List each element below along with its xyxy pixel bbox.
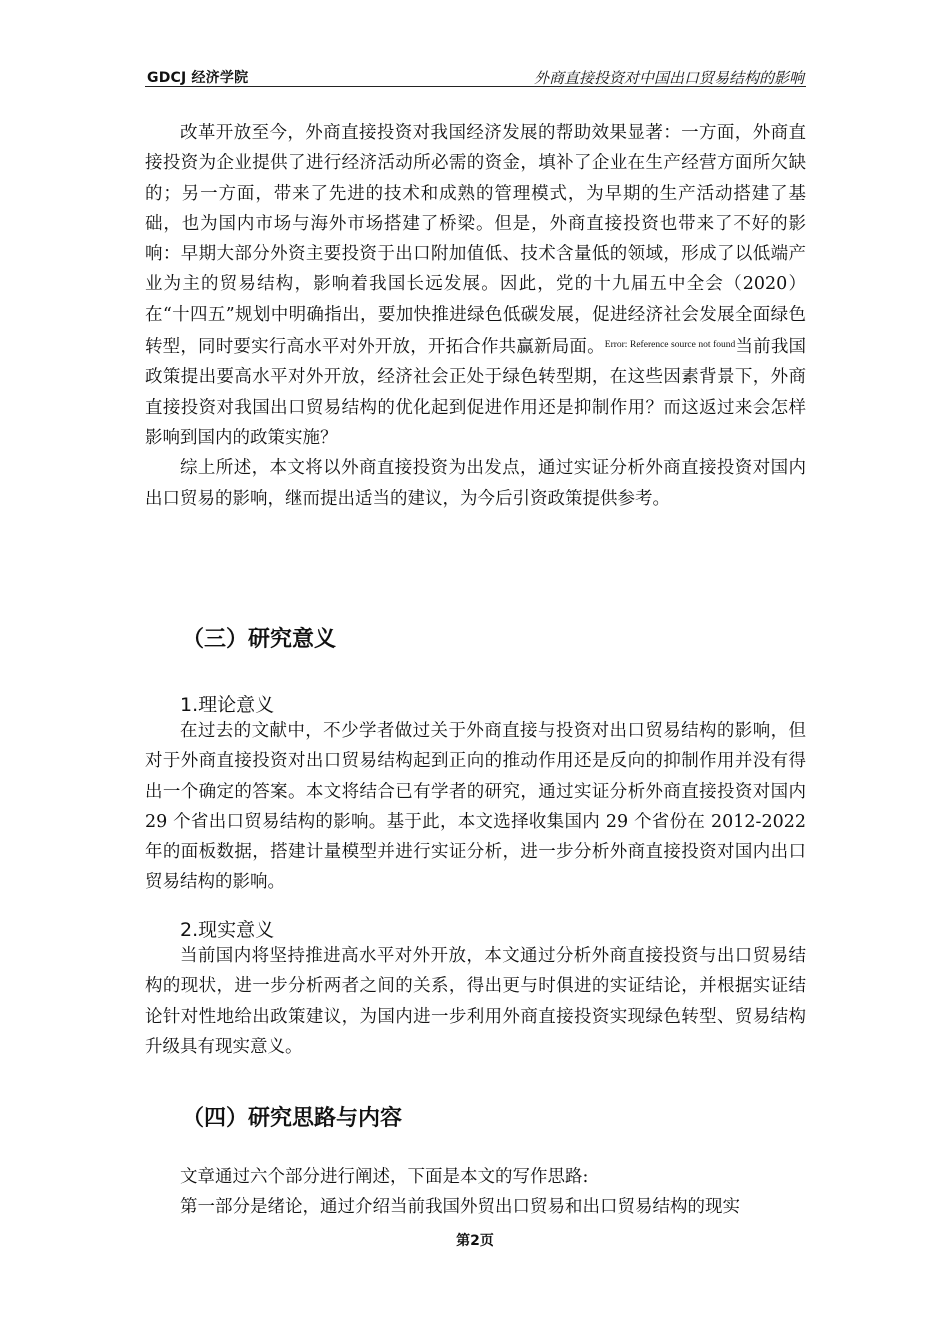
- section-4-paragraph-1: 文章通过六个部分进行阐述，下面是本文的写作思路:: [180, 1167, 589, 1187]
- theory-paragraph: [145, 716, 806, 898]
- reference-error: Error: Reference source not found: [604, 340, 736, 351]
- background-paragraph-2: 综上所述，本文将以外商直接投资为出发点，通过实证分析外商直接投资对国内出口贸易的影响，继而提出适当的建议，为今后引资政策提供参考。: [145, 458, 806, 509]
- section-3-heading: （三）研究意义: [182, 627, 337, 652]
- subsection-practice-heading: 2.现实意义: [180, 919, 275, 941]
- section-4-heading: （四）研究思路与内容: [182, 1106, 403, 1131]
- background-paragraph-1: [145, 118, 806, 453]
- background-section: [145, 118, 806, 514]
- paragraph-text: 在过去的文献中，不少学者做过关于外商直接与投资对出口贸易结构的影响，但对于外商直接投资对出口贸易结构起到正向的推动作用还是反向的抑制作用并没有得出一个确定的答案。本文将结合已有学者的研究，通过实证分析外商直接投资对国内 29 个省出口贸易结构的影响。基于此，本文选择收集国内 29 个省份在 2012-2022 年的面板数据，搭建计量模型并进行实证分析，进一步分析外商直接投资对国内出口贸易结构的影响。: [145, 721, 806, 893]
- section-4-body: [145, 1162, 806, 1223]
- paragraph-text: 当前我国政策提出要高水平对外开放，经济社会正处于绿色转型期，在这些因素背景下，外商直接投资对我国出口贸易结构的优化起到促进作用还是抑制作用？而这返过来会怎样影响到国内的政策实施？: [145, 337, 807, 448]
- header-institution: GDCJ 经济学院: [147, 70, 249, 86]
- paragraph-text: 当前国内将坚持推进高水平对外开放，本文通过分析外商直接投资与出口贸易结构的现状，进一步分析两者之间的关系，得出更与时俱进的实证结论，并根据实证结论针对性地给出政策建议，为国内进一步利用外商直接投资实现绿色转型、贸易结构升级具有现实意义。: [145, 946, 806, 1057]
- page-number: 第2页: [456, 1233, 494, 1249]
- header-divider: [145, 86, 806, 87]
- header-title: 外商直接投资对中国出口贸易结构的影响: [533, 69, 804, 87]
- paragraph-text: 改革开放至今，外商直接投资对我国经济发展的帮助效果显著：一方面，外商直接投资为企业提供了进行经济活动所必需的资金，填补了企业在生产经营方面所欠缺的；另一方面，带来了先进的技术和成熟的管理模式，为早期的生产活动搭建了基础，也为国内市场与海外市场搭建了桥梁。但是，外商直接投资也带来了不好的影响：早期大部分外资主要投资于出口附加值低、技术含量低的领域，形成了以低端产业为主的贸易结构，影响着我国长远发展。因此，党的十九届五中全会（2020）在“十四五”规划中明确指出，要加快推进绿色低碳发展，促进经济社会发展全面绿色转型，同时要实行高水平对外开放，开拓合作共赢新局面。: [145, 123, 806, 358]
- subsection-theory-heading: 1.理论意义: [180, 694, 275, 716]
- section-4-paragraph-2: 第一部分是绪论，通过介绍当前我国外贸出口贸易和出口贸易结构的现实: [180, 1197, 740, 1218]
- practice-paragraph: [145, 941, 806, 1062]
